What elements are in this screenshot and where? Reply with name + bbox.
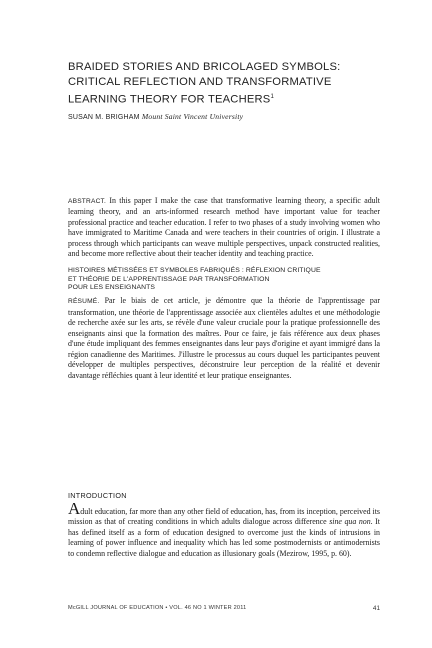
abstract-label: ABSTRACT.	[68, 198, 107, 205]
resume-label: RÉSUMÉ.	[68, 298, 100, 305]
title-line: BRAIDED STORIES AND BRICOLAGED SYMBOLS:	[68, 61, 341, 73]
abstract-text: In this paper I make the case that transformative learning theory, a specific adult learning theory, and an arts-informed research method have important value for teacher professional practice and teacher education. I refer to two phases of a study involving women who have immigrated to Maritime Canada and were teachers in their countries of origin. I illustrate a process through which participants can weave multiple perspectives, unpack constructed realities, and become more reflective about their teacher identity and teaching practice.	[68, 196, 380, 259]
intro-italic-phrase: sine qua non	[329, 517, 371, 527]
article-page	[68, 0, 380, 648]
title-line	[68, 90, 380, 108]
french-title-line: ET THÉORIE DE L'APPRENTISSAGE PAR TRANSFORMATION	[68, 275, 270, 283]
resume	[68, 296, 380, 381]
intro-text-after: . It has defined itself as a form of education designed to overcome just the kinds of intrusions in learning of power influence and inequality which has led some postmodernists or antimodernists to condemn reflective dialogue and education as illusionary goals (Mezirow, 1995, p. 60).	[68, 517, 380, 558]
author-name: SUSAN M. BRIGHAM	[68, 114, 140, 121]
french-title	[68, 267, 380, 293]
article-title	[68, 60, 380, 108]
introduction-body	[68, 499, 380, 559]
author-line	[68, 112, 380, 121]
abstract	[68, 196, 380, 259]
introduction-heading: INTRODUCTION	[68, 491, 127, 500]
title-line-text: CRITICAL REFLECTION AND TRANSFORMATIVE	[68, 76, 332, 88]
french-title-line: POUR LES ENSEIGNANTS	[68, 284, 155, 292]
author-affiliation: Mount Saint Vincent University	[141, 112, 244, 121]
journal-footer: McGILL JOURNAL OF EDUCATION • VOL. 46 NO 1 WINTER 2011	[68, 605, 247, 611]
drop-cap: A	[68, 499, 81, 518]
title-line-text: LEARNING THEORY FOR TEACHERS	[68, 93, 271, 106]
resume-text: Par le biais de cet article, je démontre que la théorie de l'apprentissage par transformation, une théorie de l'apprentissage associée aux clientèles adultes et une méthodologie de recherche axée sur les arts, se révèle d'une valeur cruciale pour la pratique professionnelle des enseignants ainsi que la formation des maîtres. Pour ce faire, je fais référence aux deux phases d'une étude impliquant des femmes enseignantes dans leur pays d'origine et ayant immigré dans la région canadienne des Maritimes. J'illustre le processus au cours duquel les participantes peuvent développer de multiples perspectives, déconstruire leur perception de la réalité et devenir davantage réfléchies quant à leur identité et leur pratique enseignantes.	[68, 296, 380, 380]
page-number: 41	[372, 605, 380, 612]
title-line	[68, 75, 380, 90]
french-title-line: HISTOIRES MÉTISSÉES ET SYMBOLES FABRIQUÉS : RÉFLEXION CRITIQUE	[68, 267, 321, 274]
title-footnote-marker[interactable]: 1	[270, 94, 275, 100]
intro-text-before: dult education, far more than any other field of education, has, from its inception, perceived its mission as that of creating conditions in which adults dialogue across difference	[68, 507, 380, 527]
